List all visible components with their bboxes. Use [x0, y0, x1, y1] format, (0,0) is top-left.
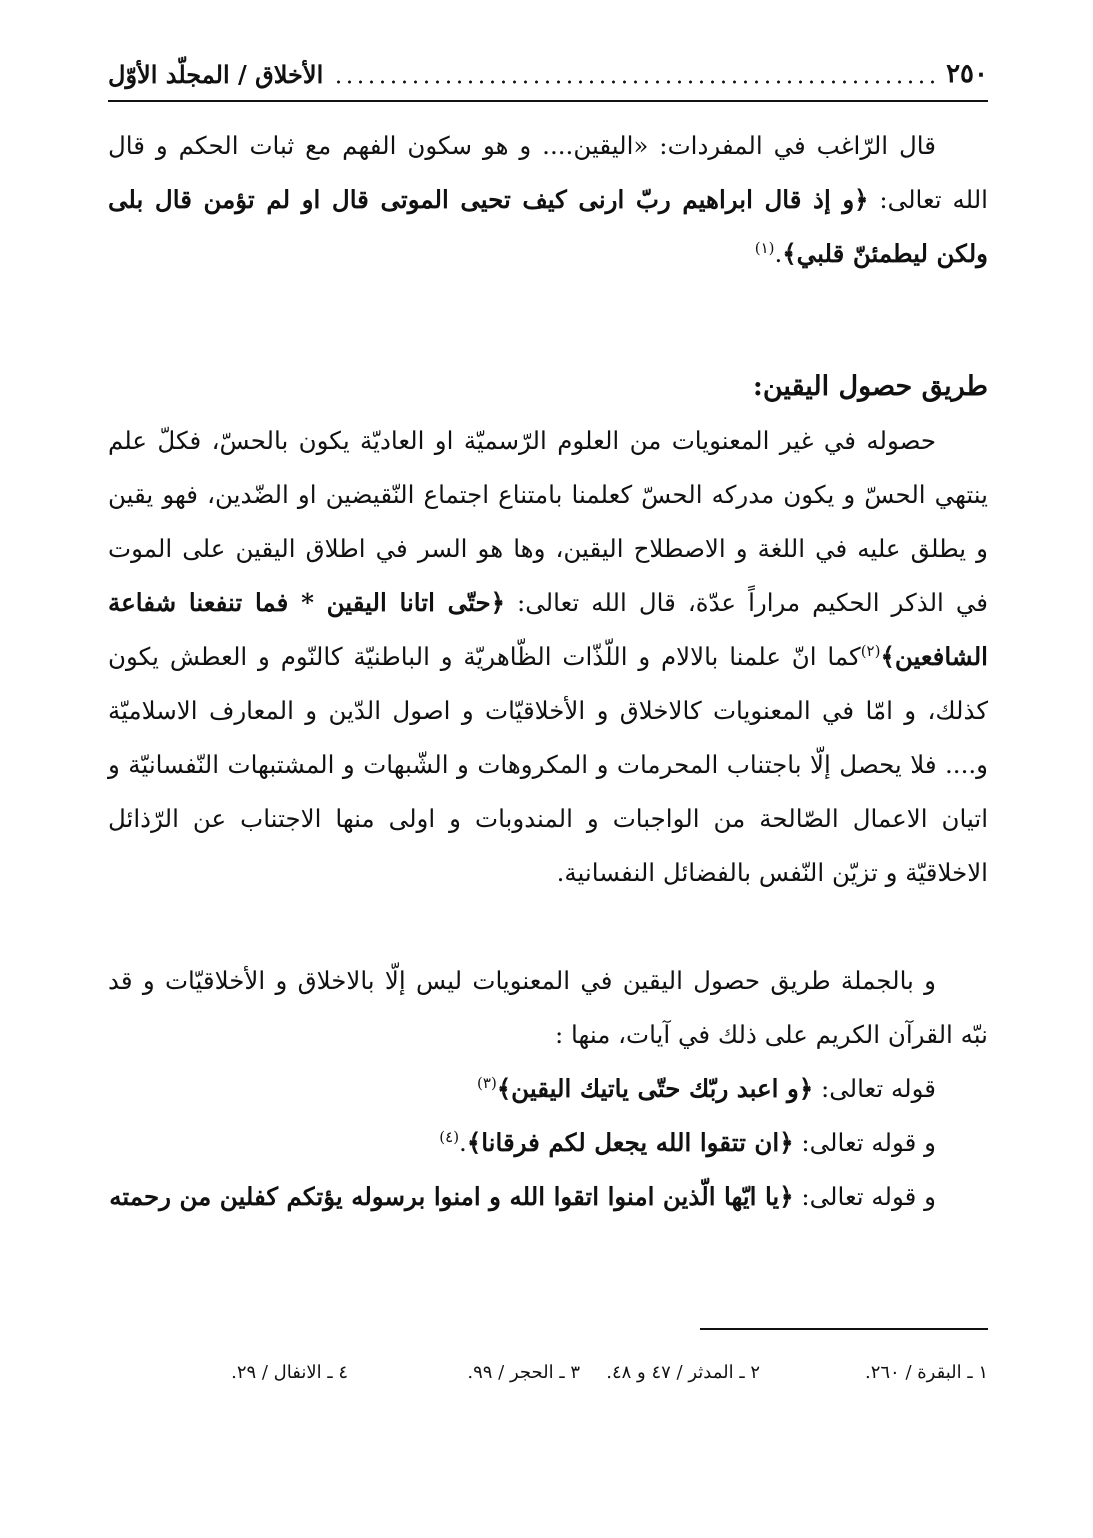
section-heading-block — [108, 360, 988, 414]
verse-prefix: و قوله تعالى: — [793, 1128, 936, 1157]
paragraph-prose: قال الرّاغب في المفردات: «اليقين.... و هو سكون الفهم مع ثبات الحكم و قال الله تعالى: — [108, 131, 988, 214]
header-divider — [108, 100, 988, 102]
paragraph-text: و بالجملة طريق حصول اليقين في المعنويات ليس إلّا بالاخلاق و الأخلاقيّات و قد نبّه القرآن الكريم على ذلك في آيات، منها : — [108, 966, 988, 1049]
footnote-marker: (٤) — [439, 1127, 460, 1146]
paragraph-prose: حصوله في غير المعنويات من العلوم الرّسميّة او العاديّة يكون بالحسّ، فكلّ علم ينتهي الحسّ و يكون مدركه الحسّ كعلمنا بامتناع اجتماع النّقيضين او الضّدين، فهو يقين و يطلق عليه في اللغة و الاصطلاح اليقين، وها هو السر في اطلاق اليقين على الموت في الذكر الحكيم مراراً عدّة، قال الله تعالى: — [108, 426, 988, 617]
footnote-1: ١ ـ البقرة / ٢٦٠. — [864, 1362, 988, 1383]
verse-line — [108, 1062, 988, 1116]
quran-quote: ﴿و إذ قال ابراهيم ربّ ارنى كيف تحيى الموتى قال او لم تؤمن قال بلى ولكن ليطمئنّ قلبي﴾ — [108, 185, 988, 268]
paragraph-prose: كما انّ علمنا بالالام و اللّذّات الظّاهريّة و الباطنيّة كالنّوم و العطش يكون كذلك، و امّا في المعنويات كالاخلاق و الأخلاقيّات و اصول الدّين و المعارف الاسلاميّة و.... فلا يحصل إلّا باجتناب المحرمات و المكروهات و الشّبهات و المشتبهات النّفسانيّة و اتيان الاعمال الصّالحة من الواجبات و المندوبات و اولى منها الاجتناب عن الرّذائل الاخلاقيّة و تزيّن النّفس بالفضائل النفسانية. — [108, 642, 988, 887]
verse-line — [108, 1170, 988, 1224]
quran-quote: ﴿حتّى اتانا اليقين * فما تنفعنا شفاعة الشافعين﴾ — [108, 588, 988, 671]
paragraph-text — [108, 119, 988, 281]
footnote-2: ٢ ـ المدثر / ٤٧ و ٤٨. — [606, 1362, 760, 1383]
verse-line — [108, 1116, 988, 1170]
footnote-marker: (٢) — [860, 641, 881, 660]
footnote-divider — [700, 1328, 988, 1330]
leader-dots — [333, 80, 936, 84]
paragraph-summary — [108, 954, 988, 1062]
quran-quote: ﴿ان تتقوا الله يجعل لكم فرقانا﴾ — [466, 1128, 794, 1157]
footnote-3: ٣ ـ الحجر / ٩٩. — [467, 1362, 580, 1383]
paragraph-raghib — [108, 119, 988, 281]
sentence-end: . — [459, 1128, 467, 1157]
paragraph-yaqin — [108, 414, 988, 900]
verse-prefix: قوله تعالى: — [813, 1074, 936, 1103]
footnotes — [108, 1362, 988, 1392]
quran-quote: ﴿و اعبد ربّك حتّى ياتيك اليقين﴾ — [496, 1074, 814, 1103]
quran-quote: ﴿يا ايّها الّذين امنوا اتقوا الله و امنوا برسوله يؤتكم كفلين من رحمته — [109, 1182, 794, 1211]
book-title: الأخلاق / المجلّد الأوّل — [108, 59, 324, 89]
sentence-end: . — [774, 239, 783, 268]
verse-list — [108, 1062, 988, 1224]
footnote-marker: (١) — [754, 238, 775, 257]
section-heading: طريق حصول اليقين: — [752, 371, 988, 402]
running-header — [108, 52, 988, 96]
verse-prefix: و قوله تعالى: — [793, 1182, 936, 1211]
footnote-4: ٤ ـ الانفال / ٢٩. — [231, 1362, 348, 1383]
footnote-marker: (٣) — [477, 1073, 497, 1092]
paragraph-text — [108, 414, 988, 900]
page-number: ٢٥٠ — [946, 59, 988, 89]
